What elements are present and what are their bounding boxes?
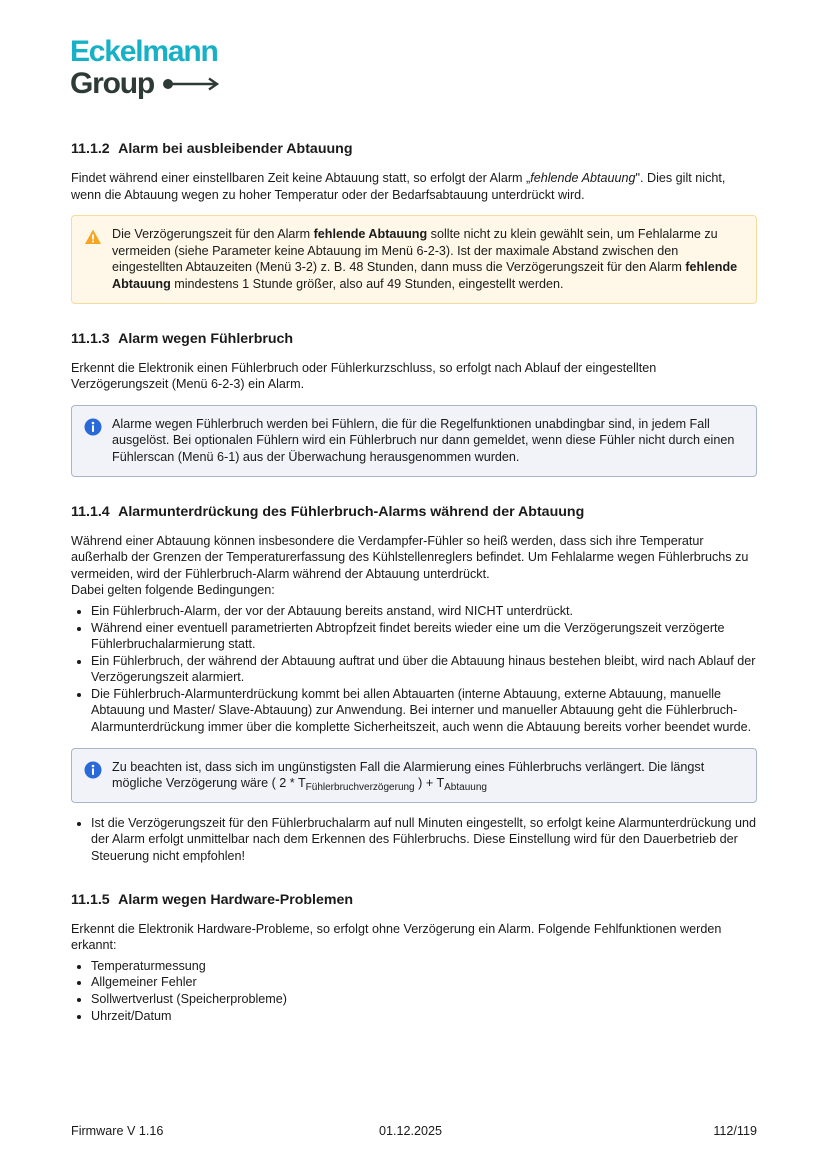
info-note: [71, 748, 757, 803]
paragraph: Erkennt die Elektronik einen Fühlerbruch oder Fühlerkurzschluss, so erfolgt nach Ablauf der eingestellten Verzögerungszeit (Menü 6-2-3) ein Alarm.: [71, 360, 657, 392]
logo-line-2: [70, 68, 220, 100]
text-span: ". Dies gilt nicht, wenn die Abtauung wegen zu hoher Temperatur oder der Bedarfsabtauung unterdrückt wird.: [71, 171, 726, 202]
section-number: 11.1.4: [71, 503, 110, 520]
logo-line-2-text: Group: [70, 67, 154, 100]
section-heading-11-1-5: [71, 891, 757, 909]
emphasis: fehlende Abtauung: [530, 171, 636, 185]
section-number: 11.1.5: [71, 891, 110, 908]
text-span: Findet während einer einstellbaren Zeit keine Abtauung statt, so erfolgt der Alarm „: [71, 171, 531, 185]
logo-line-1: Eckelmann: [70, 35, 218, 68]
subscript: Abtauung: [444, 782, 487, 794]
document-body: [71, 140, 757, 1024]
section-title: Alarm wegen Hardware-Problemen: [118, 891, 354, 908]
text-span: sollte nicht zu klein gewählt sein, um Fehlalarme zu vermeiden (siehe Parameter keine Abtauung im Menü 6-2-3). Ist der maximale Abstand zwischen den eingestellten Abtauzeiten (Menü 3-2) z. B. 48 Stunden, dann muss die Verzögerungszeit für den Alarm: [112, 227, 718, 275]
list-item: • Temperaturmessung: [91, 958, 757, 975]
info-icon: [84, 761, 102, 779]
conditions-list: [71, 603, 757, 736]
section-heading-11-1-4: [71, 503, 757, 521]
bold-term: fehlende Abtauung: [313, 227, 428, 242]
warning-icon: [84, 228, 102, 246]
footer-firmware: Firmware V 1.16: [71, 1124, 164, 1138]
info-text: Alarme wegen Fühlerbruch werden bei Fühlern, die für die Regelfunktionen unabdingbar sind, in jedem Fall ausgelöst. Bei optionalen Fühlern wird ein Fühlerbruch nur dann gemeldet, wenn diese Fühler nicht durch einen Fühlerscan (Menü 6-1) aus der Überwachung herausgenommen wurden.: [112, 416, 735, 464]
malfunctions-list: [71, 958, 757, 1024]
subscript: Fühlerbruchverzögerung: [305, 782, 415, 794]
list-item: • Allgemeiner Fehler: [91, 974, 757, 991]
paragraph: Während einer Abtauung können insbesondere die Verdampfer-Fühler so heiß werden, dass sich ihre Temperatur außerhalb der Grenzen der Temperaturerfassung des Kühlstellenreglers befindet. Um Fehlalarme wegen Fühlerbruchs zu vermeiden, wird der Fühlerbruch-Alarm während der Abtauung unterdrückt.: [71, 533, 749, 581]
paragraph: Dabei gelten folgende Bedingungen:: [71, 583, 275, 598]
bold-term: fehlende Abtauung: [112, 260, 738, 291]
section-title: Alarmunterdrückung des Fühlerbruch-Alarms während der Abtauung: [118, 503, 585, 520]
section-heading-11-1-2: [71, 140, 757, 158]
section-number: 11.1.2: [71, 141, 110, 157]
warning-text: [112, 226, 744, 292]
paragraph: Erkennt die Elektronik Hardware-Probleme, so erfolgt ohne Verzögerung ein Alarm. Folgende Fehlfunktionen werden erkannt:: [71, 921, 722, 953]
company-logo: [70, 36, 220, 100]
list-item: • Während einer eventuell parametrierten Abtropfzeit findet bereits wieder eine um die Verzögerungszeit verzögerte Fühlerbruchalarmierung statt.: [91, 620, 757, 653]
conditions-list-continued: [71, 815, 757, 865]
info-icon: [84, 418, 102, 436]
footer-page-number: 112/119: [713, 1124, 757, 1138]
list-item: • Uhrzeit/Datum: [91, 1008, 757, 1025]
list-item: • Ist die Verzögerungszeit für den Fühlerbruchalarm auf null Minuten eingestellt, so erfolgt keine Alarmunterdrückung und der Alarm erfolgt unmittelbar nach dem Erkennen des Fühlerbruchs. Diese Einstellung wird für den Dauerbetrieb der Steuerung nicht empfohlen!: [91, 815, 757, 865]
text-span: ) + T: [414, 776, 445, 791]
section-heading-11-1-3: [71, 330, 757, 348]
page-footer: [71, 1123, 757, 1139]
footer-date: 01.12.2025: [379, 1124, 443, 1138]
paragraph: [71, 170, 757, 203]
text-span: Zu beachten ist, dass sich im ungünstigsten Fall die Alarmierung eines Fühlerbruchs verlängert. Die längst mögliche Verzögerung wäre ( 2 * T: [112, 759, 705, 791]
list-item: • Ein Fühlerbruch, der während der Abtauung auftrat und über die Abtauung hinaus bestehen bleibt, wird nach Ablauf der Verzögerungszeit alarmiert.: [91, 653, 757, 686]
section-number: 11.1.3: [71, 330, 110, 347]
list-item: • Die Fühlerbruch-Alarmunterdrückung kommt bei allen Abtauarten (interne Abtauung, externe Abtauung, manuelle Abtauung und Master/ Slave-Abtauung) zur Anwendung. Bei interner und manueller Abtauung geht die Fühlerbruch-Alarmunterdrückung immer über die komplette Sicherheitszeit, auch wenn die Abtauung bereits vorher beendet wurde.: [91, 686, 757, 736]
section-title: Alarm bei ausbleibender Abtauung: [118, 141, 353, 157]
text-span: Die Verzögerungszeit für den Alarm: [112, 227, 314, 242]
logo-arrow-icon: [162, 77, 220, 91]
list-item: • Ein Fühlerbruch-Alarm, der vor der Abtauung bereits anstand, wird NICHT unterdrückt.: [91, 603, 757, 620]
info-text: [112, 759, 744, 792]
section-title: Alarm wegen Fühlerbruch: [118, 330, 294, 347]
list-item: • Sollwertverlust (Speicherprobleme): [91, 991, 757, 1008]
text-span: mindestens 1 Stunde größer, also auf 49 Stunden, eingestellt werden.: [170, 276, 564, 291]
info-note: [71, 405, 757, 477]
warning-note: [71, 215, 757, 303]
